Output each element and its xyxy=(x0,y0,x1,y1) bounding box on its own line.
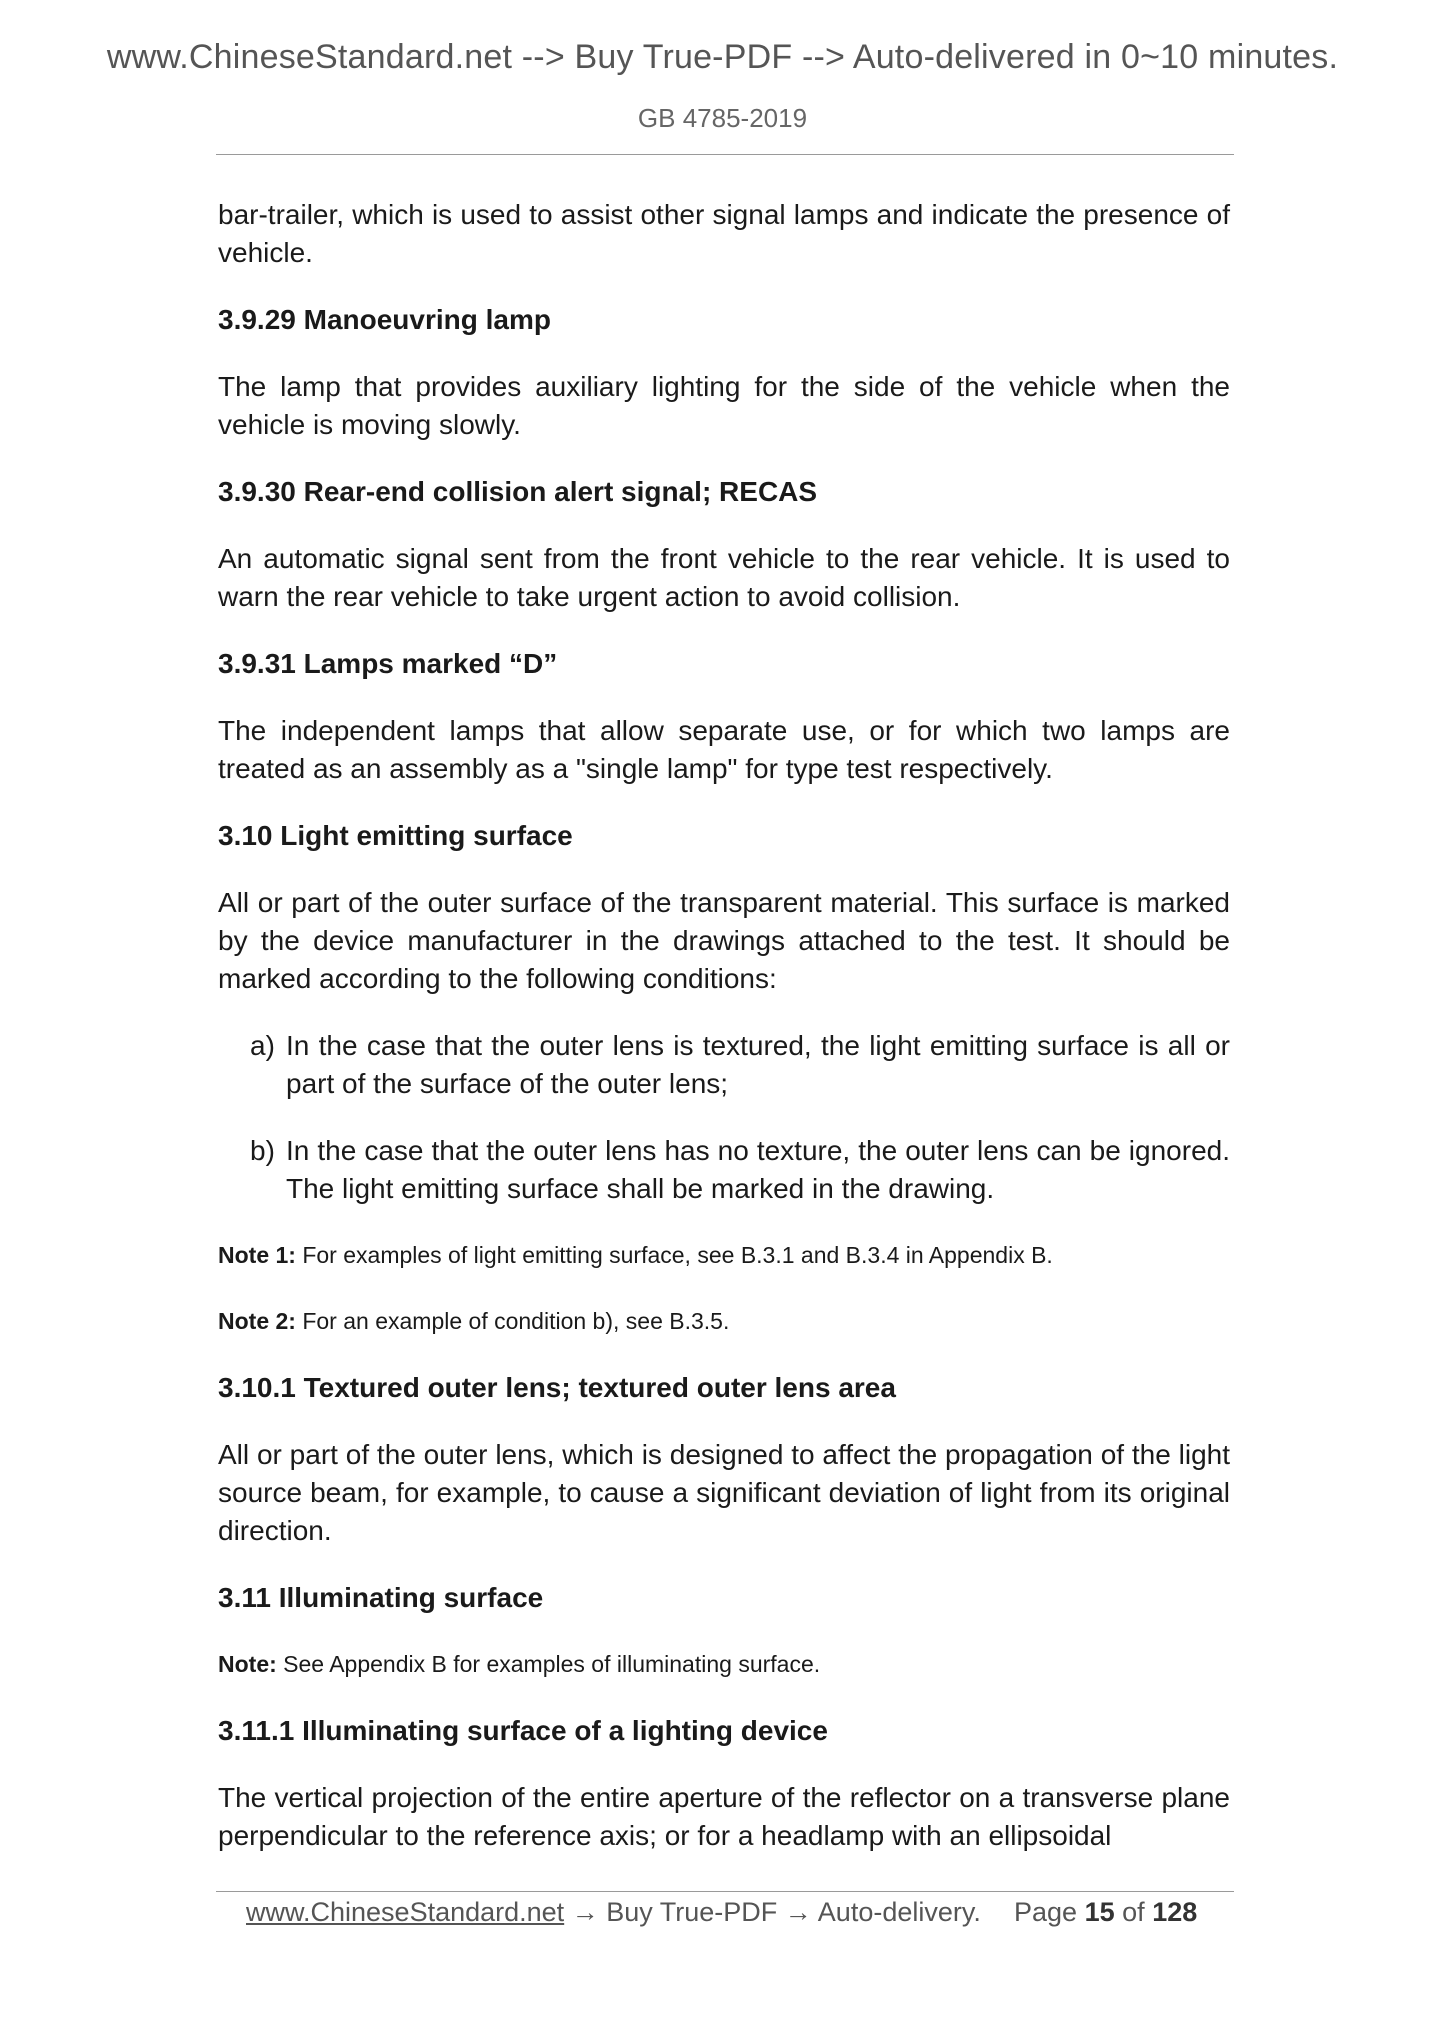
list-text-a: In the case that the outer lens is textured, the light emitting surface is all or part of the surface of the outer lens; xyxy=(286,1030,1230,1099)
list-item-a xyxy=(250,1027,1230,1103)
paragraph-3-11-1: The vertical projection of the entire aperture of the reflector on a transverse plane perpendicular to the reference axis; or for a headlamp with an ellipsoidal xyxy=(218,1782,1230,1851)
paragraph-3-10-1: All or part of the outer lens, which is designed to affect the propagation of the light source beam, for example, to cause a significant deviation of light from its original direction. xyxy=(218,1439,1230,1546)
arrow-right-icon: → xyxy=(571,1897,599,1927)
intro-paragraph: bar-trailer, which is used to assist other signal lamps and indicate the presence of vehicle. xyxy=(218,199,1230,268)
heading-3-9-29: 3.9.29 Manoeuvring lamp xyxy=(218,304,551,335)
heading-3-9-31: 3.9.31 Lamps marked “D” xyxy=(218,648,558,679)
note-3-11-text: See Appendix B for examples of illuminating surface. xyxy=(283,1651,821,1677)
heading-3-10: 3.10 Light emitting surface xyxy=(218,820,573,851)
note-1-text: For examples of light emitting surface, see B.3.1 and B.3.4 in Appendix B. xyxy=(302,1242,1053,1268)
header-divider xyxy=(216,154,1234,155)
note-2-text: For an example of condition b), see B.3.5. xyxy=(302,1308,730,1334)
page-content xyxy=(218,196,1230,1884)
note-1 xyxy=(218,1237,1230,1273)
arrow-right-icon: → xyxy=(784,1897,812,1927)
paragraph-3-10: All or part of the outer surface of the transparent material. This surface is marked by the device manufacturer in the drawings attached to the test. It should be marked according to the following conditions: xyxy=(218,887,1230,994)
note-3-11 xyxy=(218,1646,1230,1682)
list-item-b xyxy=(250,1132,1230,1208)
document-number: GB 4785-2019 xyxy=(637,103,808,133)
note-1-label: Note 1: xyxy=(218,1242,296,1268)
heading-3-10-1: 3.10.1 Textured outer lens; textured outer lens area xyxy=(218,1372,896,1403)
paragraph-3-9-30: An automatic signal sent from the front vehicle to the rear vehicle. It is used to warn the rear vehicle to take urgent action to avoid collision. xyxy=(218,543,1230,612)
heading-3-11-1: 3.11.1 Illuminating surface of a lighting device xyxy=(218,1715,828,1746)
footer-divider xyxy=(216,1891,1234,1892)
footer xyxy=(246,1897,1198,1928)
page-current: 15 xyxy=(1084,1897,1115,1927)
page-indicator xyxy=(1014,1897,1197,1928)
paragraph-3-9-29: The lamp that provides auxiliary lighting for the side of the vehicle when the vehicle is moving slowly. xyxy=(218,371,1230,440)
list-marker-a: a) xyxy=(250,1030,275,1061)
list-text-b: In the case that the outer lens has no texture, the outer lens can be ignored. The light emitting surface shall be marked in the drawing. xyxy=(286,1135,1230,1204)
footer-buy: Buy True-PDF xyxy=(606,1897,778,1927)
note-2-label: Note 2: xyxy=(218,1308,296,1334)
heading-3-9-30: 3.9.30 Rear-end collision alert signal; RECAS xyxy=(218,476,818,507)
footer-link[interactable]: www.ChineseStandard.net xyxy=(246,1897,565,1927)
paragraph-3-9-31: The independent lamps that allow separate use, or for which two lamps are treated as an assembly as a "single lamp" for type test respectively. xyxy=(218,715,1230,784)
page-total: 128 xyxy=(1152,1897,1198,1927)
footer-delivery: Auto-delivery. xyxy=(817,1897,981,1927)
top-banner: www.ChineseStandard.net --> Buy True-PDF --> Auto-delivered in 0~10 minutes. xyxy=(106,38,1339,76)
heading-3-11: 3.11 Illuminating surface xyxy=(218,1582,544,1613)
note-3-11-label: Note: xyxy=(218,1651,277,1677)
note-2 xyxy=(218,1303,1230,1339)
list-marker-b: b) xyxy=(250,1135,275,1166)
of-label: of xyxy=(1122,1897,1145,1927)
page-label: Page xyxy=(1014,1897,1078,1927)
